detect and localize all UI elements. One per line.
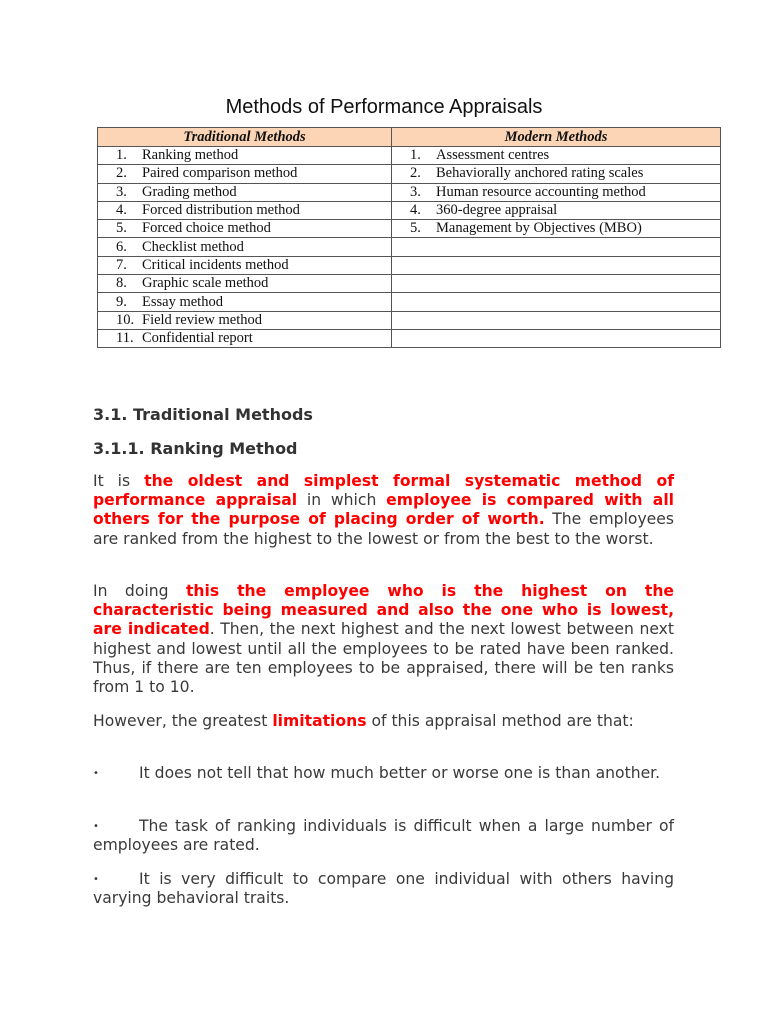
bullet-item-3 xyxy=(93,870,674,908)
traditional-cell xyxy=(98,183,392,201)
header-modern: Modern Methods xyxy=(392,128,721,147)
item-number: 11. xyxy=(116,330,134,347)
p3-highlight-b: limitations xyxy=(272,712,367,730)
traditional-cell xyxy=(98,329,392,347)
item-number: 5. xyxy=(410,220,421,237)
item-text: Paired comparison method xyxy=(142,165,298,182)
modern-cell xyxy=(392,201,721,219)
modern-cell xyxy=(392,329,721,347)
item-number: 9. xyxy=(116,293,127,310)
item-number: 2. xyxy=(410,165,421,182)
item-number: 8. xyxy=(116,275,127,292)
item-text: Assessment centres xyxy=(436,147,550,164)
p1-text-c: in which xyxy=(297,491,387,510)
methods-table xyxy=(97,127,721,348)
section-heading: 3.1. Traditional Methods xyxy=(93,405,313,424)
modern-cell xyxy=(392,147,721,165)
item-text: Checklist method xyxy=(142,238,244,255)
item-text: Graphic scale method xyxy=(142,275,269,292)
modern-cell xyxy=(392,311,721,329)
table-row xyxy=(98,201,721,219)
table-header-row xyxy=(98,128,721,147)
traditional-cell xyxy=(98,238,392,256)
traditional-cell xyxy=(98,220,392,238)
modern-cell xyxy=(392,165,721,183)
p2-highlight-b: this the employee who is the highest on the characteristic being measured and also the one who is lowest, are indicated xyxy=(93,582,674,639)
traditional-cell xyxy=(98,147,392,165)
item-text: Grading method xyxy=(142,183,237,200)
modern-cell xyxy=(392,275,721,293)
bullet-icon: • xyxy=(93,874,99,885)
item-number: 2. xyxy=(116,165,127,182)
table-row xyxy=(98,293,721,311)
table-row xyxy=(98,147,721,165)
item-number: 1. xyxy=(116,147,127,164)
item-text: 360-degree appraisal xyxy=(436,202,558,219)
table-row xyxy=(98,238,721,256)
modern-cell xyxy=(392,220,721,238)
modern-cell xyxy=(392,238,721,256)
table-row xyxy=(98,329,721,347)
modern-cell xyxy=(392,256,721,274)
header-traditional: Traditional Methods xyxy=(98,128,392,147)
item-number: 10. xyxy=(116,311,135,328)
item-number: 7. xyxy=(116,256,127,273)
table-row xyxy=(98,275,721,293)
bullet-item-1 xyxy=(93,764,674,783)
paragraph-2 xyxy=(93,582,674,697)
item-number: 3. xyxy=(410,183,421,200)
item-text: Confidential report xyxy=(142,330,253,347)
bullet-text: It is very difficult to compare one individual with others having varying behavioral traits. xyxy=(93,870,674,908)
item-number: 1. xyxy=(410,147,421,164)
table-row xyxy=(98,220,721,238)
p1-highlight-b: the oldest and simplest formal systematic method of performance appraisal xyxy=(93,472,674,510)
modern-cell xyxy=(392,183,721,201)
item-text: Human resource accounting method xyxy=(436,183,646,200)
item-text: Forced choice method xyxy=(142,220,271,237)
table-body xyxy=(98,147,721,348)
p3-text-c: of this appraisal method are that: xyxy=(366,712,634,730)
item-text: Forced distribution method xyxy=(142,202,300,219)
subsection-heading: 3.1.1. Ranking Method xyxy=(93,439,298,458)
page-title: Methods of Performance Appraisals xyxy=(225,96,543,118)
item-text: Ranking method xyxy=(142,147,239,164)
paragraph-3 xyxy=(93,712,674,731)
traditional-cell xyxy=(98,165,392,183)
traditional-cell xyxy=(98,275,392,293)
item-number: 6. xyxy=(116,238,127,255)
traditional-cell xyxy=(98,293,392,311)
traditional-cell xyxy=(98,256,392,274)
p2-text-a: In doing xyxy=(93,582,186,600)
item-number: 4. xyxy=(410,202,421,219)
bullet-icon: • xyxy=(93,768,99,779)
p2-text-c: . Then, the next highest and the next lowest between next highest and lowest until all the employees to be rated have been ranked. Thus, if there are ten employees to be appraised, there will be ten ranks from 1 to 10. xyxy=(93,620,674,697)
bullet-text: It does not tell that how much better or worse one is than another. xyxy=(139,764,661,782)
traditional-cell xyxy=(98,311,392,329)
traditional-cell xyxy=(98,201,392,219)
p1-text-a: It is xyxy=(93,472,145,490)
table-row xyxy=(98,165,721,183)
modern-cell xyxy=(392,293,721,311)
item-text: Management by Objectives (MBO) xyxy=(436,220,642,237)
bullet-text: The task of ranking individuals is difficult when a large number of employees are rated. xyxy=(93,817,674,855)
p1-text-e: The employees are ranked from the highest to the lowest or from the best to the worst. xyxy=(93,510,674,548)
paragraph-1 xyxy=(93,472,674,549)
item-text: Field review method xyxy=(142,311,263,328)
table-row xyxy=(98,256,721,274)
p1-highlight-d: employee is compared with all others for the purpose of placing order of worth. xyxy=(93,491,675,529)
item-number: 5. xyxy=(116,220,127,237)
bullet-item-2 xyxy=(93,817,674,855)
table-row xyxy=(98,311,721,329)
item-text: Behaviorally anchored rating scales xyxy=(436,165,644,182)
p3-text-a: However, the greatest xyxy=(93,712,273,730)
bullet-icon: • xyxy=(93,821,99,832)
item-text: Critical incidents method xyxy=(142,256,289,273)
item-number: 4. xyxy=(116,202,127,219)
item-text: Essay method xyxy=(142,293,223,310)
item-number: 3. xyxy=(116,183,127,200)
table-row xyxy=(98,183,721,201)
